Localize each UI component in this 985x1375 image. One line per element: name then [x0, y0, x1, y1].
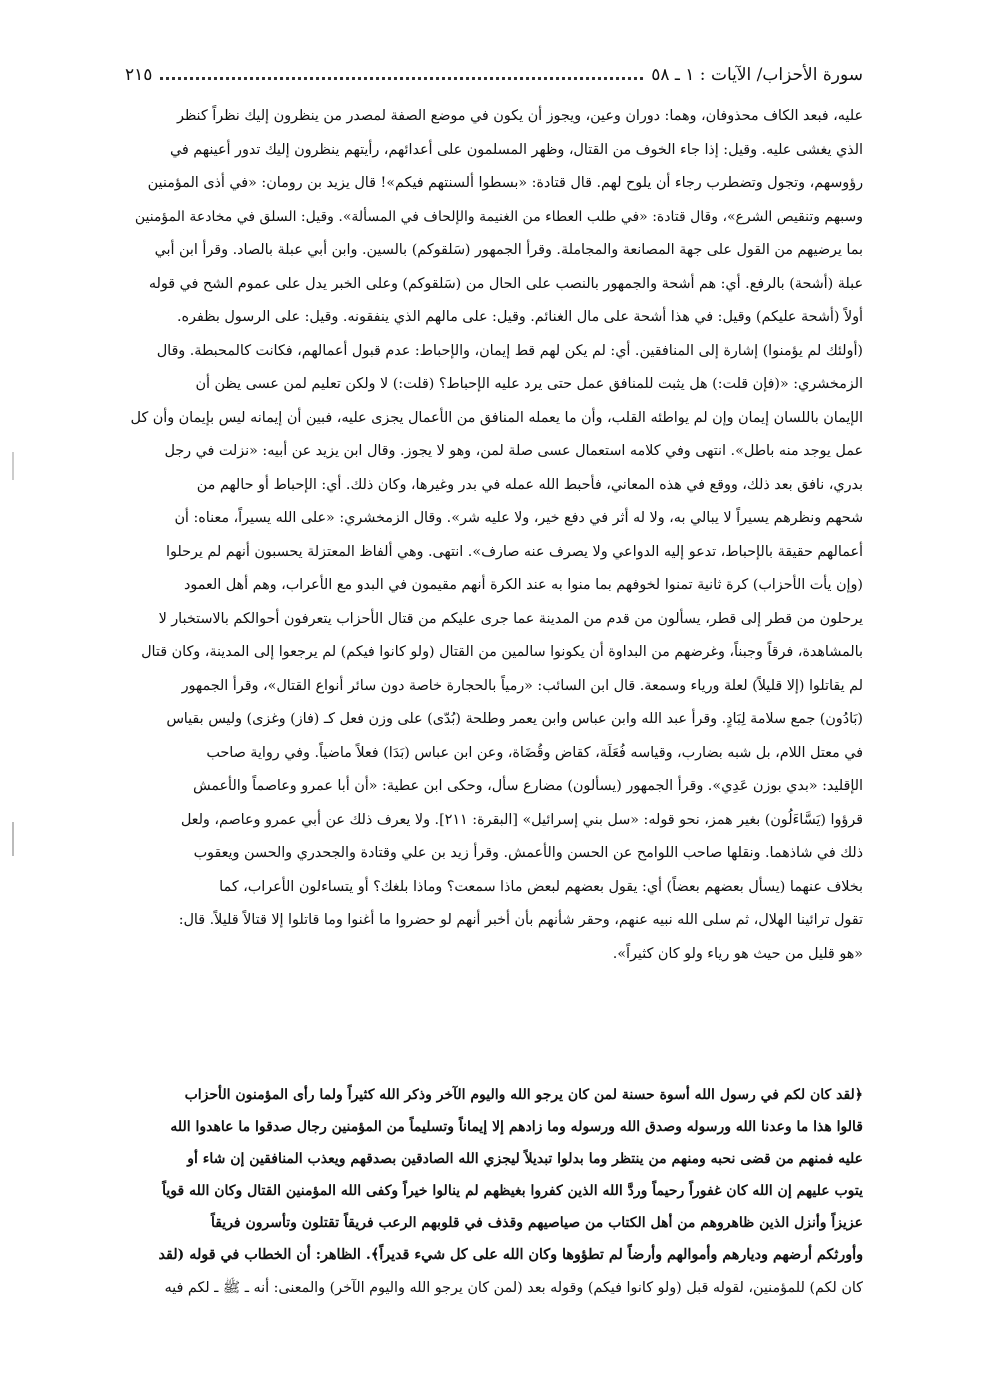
- verse-line: عليه فمنهم من قضى نحبه ومنهم من ينتظر وما بدلوا تبديلاً ليجزي الله الصادقين بصدقهم ويعذب المنافقين إن شاء أو: [187, 1151, 863, 1167]
- verse-line: عزيزاً وأنزل الذين ظاهروهم من أهل الكتاب من صياصيهم وقذف في قلوبهم الرعب فريقاً تقتلون وتأسرون فريقاً: [210, 1215, 863, 1231]
- text-line: رؤوسهم، وتجول وتضطرب رجاء أن يلوح لهم. قال قتادة: «بسطوا ألسنتهم فيكم»! قال يزيد بن رومان: «في أذى المؤمنين: [147, 175, 863, 191]
- page-number: ٢١٥: [125, 65, 153, 85]
- text-line: يرحلون من قطر إلى قطر، يسألون من قدم من المدينة عما جرى عليكم من قتال الأحزاب يتعرفون أحوالكم بالاستخبار لا: [158, 610, 863, 627]
- quran-verses-block: [125, 1079, 863, 1239]
- text-line: الإقليد: «بدي بوزن عَدِي». وقرأ الجمهور (يسألون) مضارع سأل، وحكى ابن عطية: «أن أبا عمرو وعاصماً والأعمش: [193, 778, 863, 794]
- header-dot-leader: [160, 77, 643, 80]
- text-line: بخلاف عنهما (يسأل بعضهم بعضاً) أي: يقول بعضهم لبعض ماذا سمعت؟ وماذا بلغك؟ أو يتساءلون الأعراب، كما: [219, 878, 863, 895]
- text-line: وأورثكم أرضهم وديارهم وأموالهم وأرضاً لم تطؤوها وكان الله على كل شيء قديراً﴾. الظاهر: أن الخطاب في قوله (لقد: [158, 1247, 863, 1263]
- text-line: عليه، فبعد الكاف محذوفان، وهما: دوران وعين، ويجوز أن يكون في موضع الصفة لمصدر من ينظرون إليك نظراً كنظر: [176, 108, 863, 124]
- text-line: في معتل اللام، بل شبه بضارب، وقياسه فُعَلَة، كقاض وقُضَاة، وعن ابن عباس (بَدَا) فعلاً ماضياً. وفي رواية صاحب: [206, 744, 863, 761]
- text-line: ذلك في شاذهما. ونقلها صاحب اللوامح عن الحسن والأعمش. وقرأ زيد بن علي وقتادة والجحدري والحسن ويعقوب: [193, 845, 863, 861]
- text-line: عمل يوجد منه باطل». انتهى وفي كلامه استعمال عسى صلة لمن، وهو لا يجوز. وقال ابن يزيد عن أبيه: «نزلت في رجل: [164, 443, 863, 459]
- text-line: كان لكم) للمؤمنين، لقوله قبل (ولو كانوا فيكم) وقوله بعد (لمن كان يرجو الله واليوم الآخر) والمعنى: أنه ـ ﷺ ـ لكم فيه: [164, 1280, 863, 1296]
- text-line: بدري، نافق بعد ذلك، ووقع في هذه المعاني، فأحبط الله عمله في بدر وغيرها، وكان ذلك. أي: الإحباط أو حالهم من: [196, 476, 863, 493]
- scan-margin-mark: [12, 452, 14, 480]
- text-line: «هو قليل من حيث هو رياء ولو كان كثيراً».: [612, 945, 863, 962]
- text-line: الإيمان باللسان إيمان وإن لم يواطئه القلب، وأن ما يعمله المنافق من الأعمال يجزى عليه، فبين أن إيمانه ليس بإيمان وأن كل: [130, 409, 863, 426]
- text-line: (بَادُون) جمع سلامة لِبَادٍ. وقرأ عبد الله وابن عباس وابن يعمر وطلحة (بُدّى) على وزن فعل كـ (فاز) وغزى) وليس بقياس: [166, 711, 863, 727]
- text-line: شحهم ونظرهم يسيراً لا يبالي به، ولا له أثر في دفع خير، ولا عليه شر». وقال الزمخشري: «على الله يسيراً، معناه: أن: [174, 510, 863, 526]
- scan-margin-mark: [12, 822, 14, 856]
- text-line: أولاً (أشحة عليكم) وقيل: في هذا أشحة على مال الغنائم. وقيل: على مالهم الذي ينفقونه. وقيل: على الرسول بظفره.: [176, 309, 863, 325]
- text-line: (وإن يأت الأحزاب) كرة ثانية تمنوا لخوفهم بما منوا به عند الكرة أنهم مقيمون في البدو مع الأعراب، وهم أهل العمود: [183, 577, 863, 593]
- text-line: تقول ترائينا الهلال، ثم سلى الله نبيه عنهم، وحقر شأنهم بأن أخبر أنهم لو حضروا ما أغنوا وما قاتلوا إلا قتالاً قليلاً. قال:: [178, 912, 863, 928]
- text-line: الزمخشري: «(فإن قلت:) هل يثبت للمنافق عمل حتى يرد عليه الإحباط؟ (قلت:) لا ولكن تعليم لمن عسى يظن أن: [195, 376, 863, 392]
- text-line: (أولئك لم يؤمنوا) إشارة إلى المنافقين. أي: لم يكن لهم قط إيمان، والإحباط: عدم قبول أعمالهم، فكانت كالمحبطة. وقال: [156, 342, 863, 359]
- running-title: سورة الأحزاب/ الآيات : ١ ـ ٥٨: [651, 65, 863, 85]
- verse-line: قالوا هذا ما وعدنا الله ورسوله وصدق الله ورسوله وما زادهم إلا إيماناً وتسليماً من المؤمنين رجال صدقوا ما عاهدوا الله: [170, 1119, 863, 1135]
- verse-line: ﴿لقد كان لكم في رسول الله أسوة حسنة لمن كان يرجو الله واليوم الآخر وذكر الله كثيراً ولما رأى المؤمنون الأحزاب: [184, 1087, 863, 1103]
- text-line: قرؤوا (يَسَّاءَلُون) بغير همز، نحو قوله: «سل بني إسرائيل» [البقرة: ٢١١]. ولا يعرف ذلك عن أبي عمرو وعاصم، ولعل: [180, 811, 863, 828]
- tafsir-continuation: [125, 1239, 863, 1305]
- text-line: بما يرضيهم من القول على جهة المصانعة والمجاملة. وقرأ الجمهور (سَلقوكم) بالسين. وابن أبي عبلة بالصاد. وقرأ ابن أبي: [154, 242, 863, 258]
- verse-line: يتوب عليهم إن الله كان غفوراً رحيماً وردَّ الله الذين كفروا بغيظهم لم ينالوا خيراً وكفى الله المؤمنين القتال وكان الله قوياً: [162, 1183, 863, 1199]
- page-header: [125, 60, 863, 90]
- text-line: بالمشاهدة، فرقاً وجبناً، وغرضهم من البداوة أن يكونوا سالمين من القتال (ولو كانوا فيكم) لم يرجعوا إلى المدينة، وكان قتال: [141, 644, 863, 660]
- commentary-text: [125, 100, 863, 971]
- text-line: الذي يغشى عليه. وقيل: إذا جاء الخوف من القتال، وظهر المسلمون على أعدائهم، رأيتهم ينظرون إليك تدور أعينهم في: [169, 141, 863, 158]
- text-line: لم يقاتلوا (إلا قليلاً) لعلة ورياء وسمعة. قال ابن السائب: «رمياً بالحجارة خاصة دون سائر أنواع القتال»، وقرأ الجمهور: [181, 677, 863, 694]
- text-line: أعمالهم حقيقة بالإحباط، تدعو إليه الدواعي ولا يصرف عنه صارف». انتهى. وهي ألفاظ المعتزلة يحسبون أنهم لم يرحلوا: [166, 543, 863, 560]
- text-line: وسبهم وتنقيص الشرع»، وقال قتادة: «في طلب العطاء من الغنيمة والإلحاف في المسألة». وقيل: السلق في مخادعة المؤمنين: [134, 208, 863, 225]
- text-line: عبلة (أشحة) بالرفع. أي: هم أشحة والجمهور بالنصب على الحال من (سَلقوكم) وعلى الخبر يدل على عموم الشح في قوله: [148, 275, 863, 292]
